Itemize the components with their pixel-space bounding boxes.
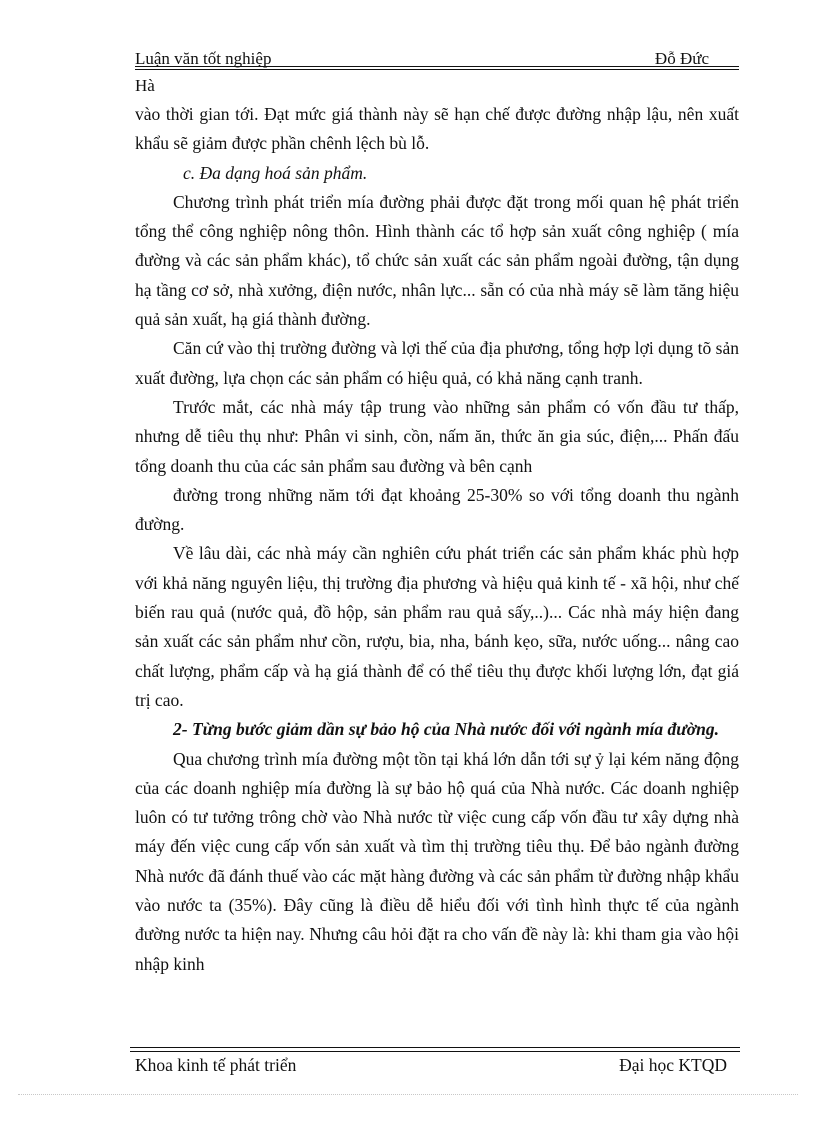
subsection-heading: c. Đa dạng hoá sản phẩm. xyxy=(183,162,368,183)
section-heading: 2- Từng bước giảm dần sự bảo hộ của Nhà nước đối với ngành mía đường. xyxy=(173,719,720,740)
header-rule xyxy=(135,66,739,67)
header-author-name: Đỗ Đức xyxy=(654,49,709,68)
paragraph: Qua chương trình mía đường một tồn tại khá lớn dẫn tới sự ỷ lại kém năng động của các doanh nghiệp mía đường là sự bảo hộ quá của Nhà nước. Các doanh nghiệp luôn có tư tưởng trông chờ vào Nhà nước từ việc cung cấp vốn đầu tư xây dựng nhà máy đến việc cung cấp vốn sản xuất và tìm thị trường tiêu thụ. Để bảo ngành đường Nhà nước đã đánh thuế vào các mặt hàng đường và các sản phẩm từ đường nhập khẩu vào nước ta (35%). Đây cũng là điều dễ hiểu đối với tình hình thực tế của ngành đường nước ta hiện nay. Nhưng câu hỏi đặt ra cho vấn đề này là: khi tham gia vào hội nhập kinh xyxy=(135,748,739,974)
paragraph: Về lâu dài, các nhà máy cần nghiên cứu phát triển các sản phẩm khác phù hợp với khả năng nguyên liệu, thị trường địa phương và hiệu quả kinh tế - xã hội, như chế biến rau quả (nước quả, đồ hộp, sản phẩm rau quả sấy,..)... Các nhà máy hiện đang sản xuất các sản phẩm như cồn, rượu, bia, nha, bánh kẹo, sữa, nước uống... nâng cao chất lượng, phẩm cấp và hạ giá thành để có thể tiêu thụ được khối lượng lớn, đạt giá trị cao. xyxy=(135,543,739,710)
footer-faculty: Khoa kinh tế phát triển xyxy=(135,1055,297,1075)
page-header xyxy=(135,48,739,95)
paragraph-indented-continuation: đường trong những năm tới đạt khoảng 25-30% so với tổng doanh thu ngành đường. xyxy=(135,484,739,535)
paragraph: Chương trình phát triển mía đường phải được đặt trong mối quan hệ phát triển tổng thể công nghiệp nông thôn. Hình thành các tổ hợp sản xuất công nghiệp ( mía đường và các sản phẩm khác), tổ chức sản xuất các sản phẩm ngoài đường, tận dụng hạ tầng cơ sở, nhà xưởng, điện nước, nhân lực... sẵn có của nhà máy sẽ làm tăng hiệu quả sản xuất, hạ giá thành đường. xyxy=(135,191,739,330)
paragraph: Căn cứ vào thị trường đường và lợi thế của địa phương, tổng hợp lợi dụng tõ sản xuất đường, lựa chọn các sản phẩm có hiệu quả, có khả năng cạnh tranh. xyxy=(135,338,739,388)
page-edge xyxy=(18,1094,798,1095)
header-author-name-wrap: Hà xyxy=(135,76,155,95)
document-body xyxy=(135,100,739,979)
paragraph-continuation: vào thời gian tới. Đạt mức giá thành này sẽ hạn chế được đường nhập lậu, nên xuất khẩu sẽ giảm được phần chênh lệch bù lỗ. xyxy=(135,104,739,154)
footer-rule-thick xyxy=(130,1047,740,1048)
footer-rule xyxy=(130,1051,740,1052)
header-thesis-title: Luận văn tốt nghiệp xyxy=(135,49,272,68)
header-rule-thick xyxy=(135,69,739,70)
paragraph: Trước mắt, các nhà máy tập trung vào những sản phẩm có vốn đầu tư thấp, nhưng dễ tiêu thụ như: Phân vi sinh, cồn, nấm ăn, thức ăn gia súc, điện,... Phấn đấu tổng doanh thu của các sản phẩm sau đường và bên cạnh xyxy=(135,396,739,476)
footer-university: Đại học KTQD xyxy=(619,1055,727,1075)
